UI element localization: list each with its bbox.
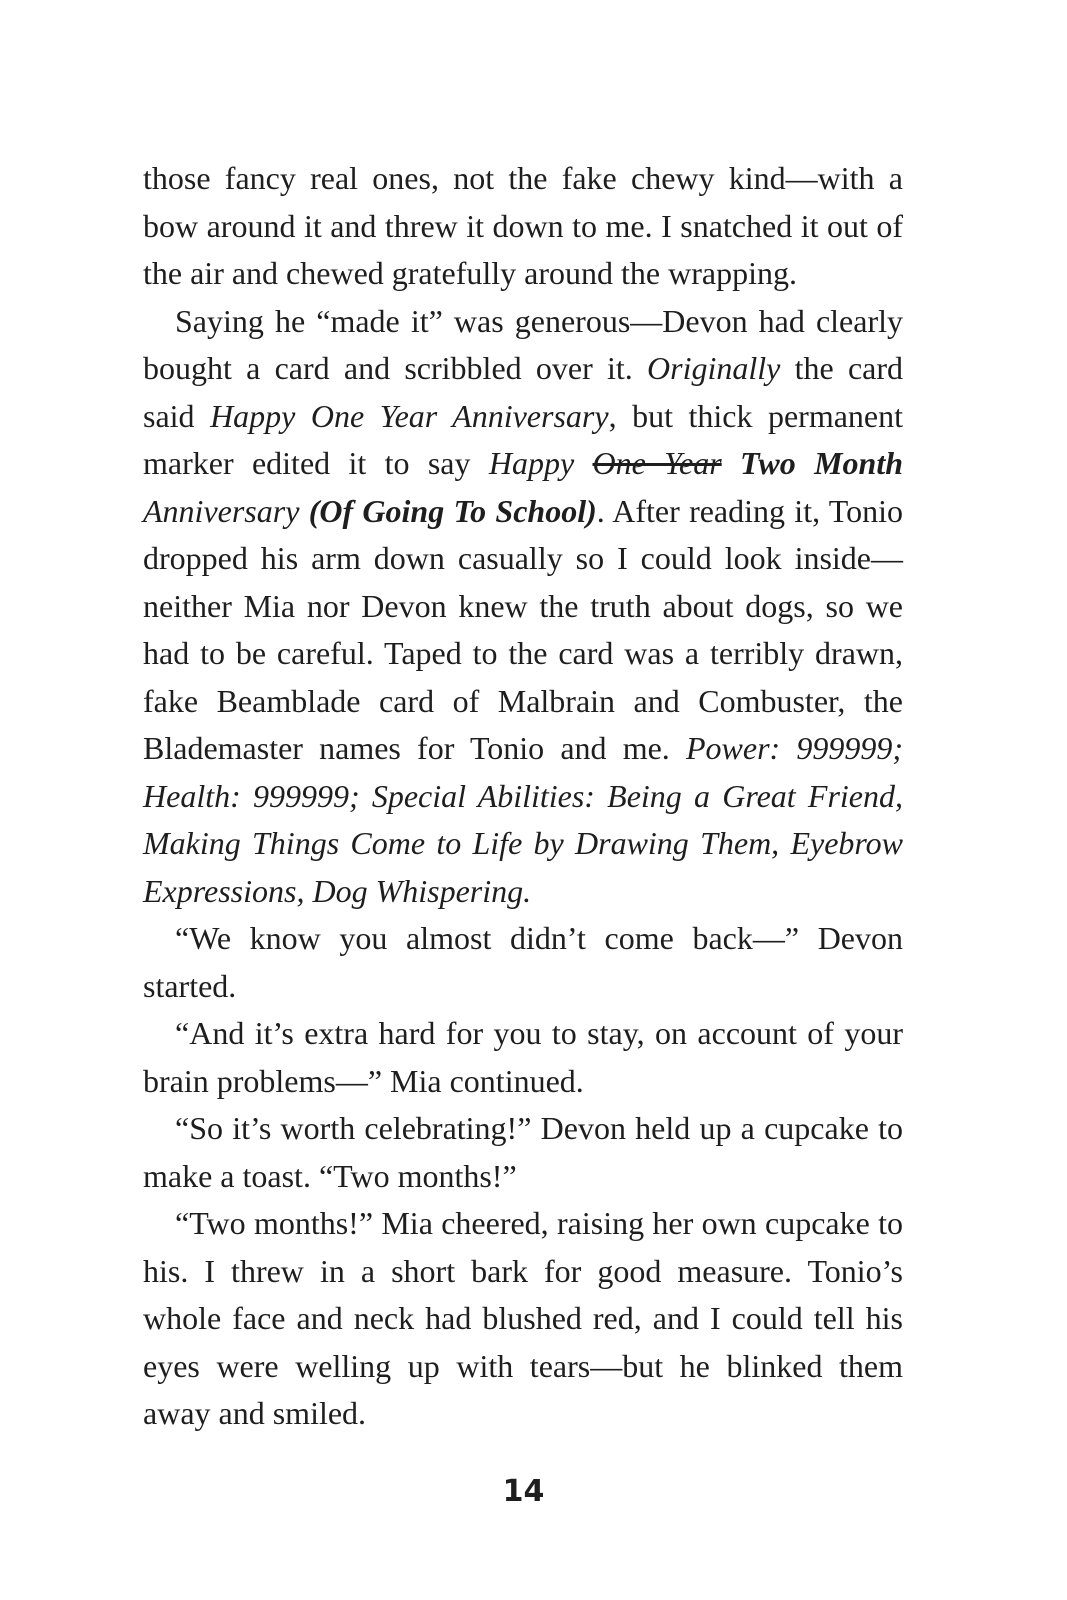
paragraph-1-text: those fancy real ones, not the fake chewy kind—with a bow around it and threw it down to me. I snatched it out of the air and chewed gratefully around the wrapping. [143, 160, 903, 291]
paragraph-3 [143, 915, 903, 1010]
paragraph-6-text: “Two months!” Mia cheered, raising her own cupcake to his. I threw in a short bark for good measure. Tonio’s whole face and neck had blushed red, and I could tell his eyes were welling up with tears—but he blinked them away and smiled. [143, 1205, 903, 1431]
paragraph-6 [143, 1200, 903, 1438]
paragraph-2-text: , but thick permanent marker edited it to say [143, 397, 904, 481]
paragraph-2 [143, 298, 903, 916]
paragraph-1 [143, 155, 903, 298]
originally-emphasis: Originally [647, 350, 781, 386]
marker-edit-text: (Of Going To School) [299, 492, 597, 529]
paragraph-5-text: “So it’s worth celebrating!” Devon held up a cupcake to make a toast. “Two months!” [143, 1110, 903, 1194]
paragraph-5 [143, 1105, 903, 1200]
card-stats-text: Power: 999999; Health: 999999; Special Abilities: Being a Great Friend, Making Things Come to Life by Drawing Them, Eyebrow Expressions, Dog Whispering. [143, 730, 904, 909]
paragraph-4 [143, 1010, 903, 1105]
paragraph-3-text: “We know you almost didn’t come back—” Devon started. [143, 920, 903, 1004]
body-text [143, 155, 903, 1438]
card-edited-text: Happy [488, 445, 593, 481]
paragraph-4-text: “And it’s extra hard for you to stay, on account of your brain problems—” Mia continued. [143, 1015, 903, 1099]
paragraph-2-text: . After reading it, Tonio dropped his arm down casually so I could look inside—neither Mia nor Devon knew the truth about dogs, so we had to be careful. Taped to the card was a terribly drawn, fake Beamblade card of Malbrain and Combuster, the Blademaster names for Tonio and me. [143, 492, 903, 766]
marker-edit-text: Two Month [721, 445, 903, 481]
paragraph-2-lead: Saying he “made it” was generous—Devon had clearly bought a card and scribbled over it. [143, 302, 903, 386]
card-original-text: Happy One Year Anniversary [210, 397, 609, 434]
struck-out-text: One Year [592, 445, 722, 481]
card-edited-text: Anniversary [143, 492, 300, 529]
page-number: 14 [502, 1474, 545, 1509]
paragraph-2-text: the card said [143, 350, 904, 434]
